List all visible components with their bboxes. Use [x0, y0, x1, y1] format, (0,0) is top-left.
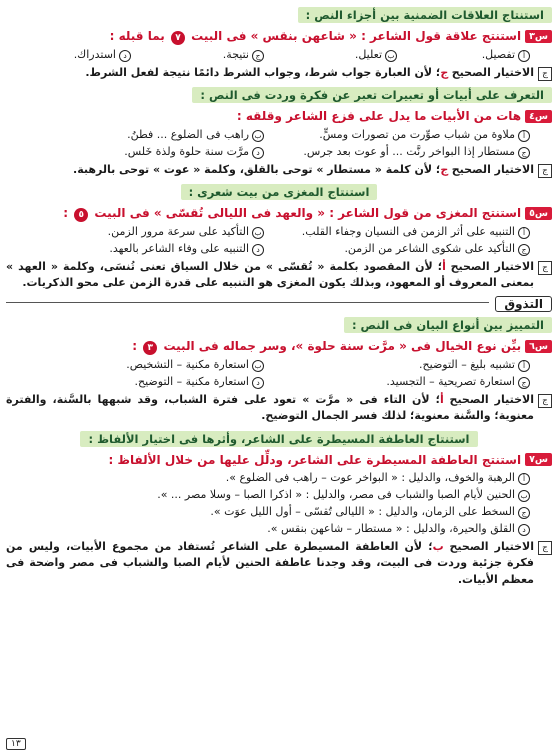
answer-text: [6, 539, 534, 589]
option-mark: ج: [518, 377, 530, 389]
option-b[interactable]: [6, 487, 530, 503]
option-mark: د: [252, 377, 264, 389]
section-tab-row: [6, 292, 552, 314]
option-text: نتيجة.: [222, 48, 249, 61]
option-text: التنبيه على أثر الزمن فى النسيان وجفاء القلب.: [301, 225, 515, 238]
option-text: تشبيه بليغ – التوضيح.: [419, 357, 515, 371]
answer-box-icon: ج: [538, 164, 552, 178]
option-c[interactable]: [6, 504, 530, 520]
option-text: التأكيد على شكوى الشاعر من الزمن.: [344, 241, 515, 255]
question-7: [6, 452, 552, 588]
section-heading-implicit-relations: [6, 4, 552, 25]
option-mark: د: [518, 524, 530, 536]
section-heading-label: استنتاج العاطفة المسيطرة على الشاعر، وأثرها فى اختيار الألفاظ :: [80, 431, 477, 447]
option-mark: د: [252, 147, 264, 159]
option-c[interactable]: [272, 374, 530, 390]
option-c[interactable]: [272, 241, 530, 257]
option-c[interactable]: [139, 47, 264, 63]
section-heading-emotion: [6, 428, 552, 449]
section-heading-label: استنتاج المغزى من بيت شعرى :: [181, 184, 378, 200]
answer-key: ج: [440, 162, 449, 176]
options-list: [6, 470, 552, 537]
option-text: استعارة تصريحية – التجسيد.: [386, 374, 515, 388]
answer-label: الاختيار الصحيح: [451, 65, 534, 79]
option-text: مرَّت سنة حلوة ولذة خَلس.: [124, 144, 249, 158]
section-heading-label: استنتاج العلاقات الضمنية بين أجزاء النص :: [298, 7, 552, 23]
answer-label: الاختيار الصحيح: [449, 392, 534, 406]
option-a[interactable]: [272, 224, 530, 240]
option-mark: ب: [518, 490, 530, 502]
answer-block: [6, 162, 552, 179]
option-mark: أ: [518, 473, 530, 485]
answer-block: [6, 259, 552, 292]
section-heading-moral: [6, 181, 552, 202]
answer-explanation: ؛ لأن كلمة « مستطار » توحى بالقلق، وكلمة « عوت » توحى بالرهبة.: [73, 162, 441, 176]
question-text-b: :: [132, 338, 138, 353]
answer-box-icon: ج: [538, 67, 552, 81]
question-badge: س٤: [525, 110, 552, 123]
question-text-a: استنتج المغزى من قول الشاعر : « والعهد فى الليالى تُقسّى » فى البيت: [94, 206, 522, 220]
question-3: [6, 28, 552, 81]
option-b[interactable]: [6, 224, 264, 240]
option-b[interactable]: [6, 357, 264, 373]
option-mark: ب: [385, 50, 397, 62]
option-text: تفصيل.: [481, 48, 515, 61]
option-a[interactable]: [272, 357, 530, 373]
option-text: التنبيه على وفاء الشاعر بالعهد.: [109, 241, 249, 255]
answer-box-icon: ج: [538, 394, 552, 408]
option-text: مستطار إذا البواخر رنَّت ... أو عوت بعد جرس.: [303, 144, 515, 158]
divider: [6, 302, 489, 303]
option-mark: أ: [518, 130, 530, 142]
option-d[interactable]: [6, 241, 264, 257]
answer-explanation: ؛ لأن المقصود بكلمة « تُقسّى » من خلال السياق تعنى تُنسَى، وكلمة « العهد » بمعنى المعروف أو المعهود، وبذلك يكون المغزى هو التنبيه على قدرة الزمن على محو الذكريات.: [6, 259, 534, 290]
answer-explanation: ؛ لأن التاء فى « مرَّت » تعود على فترة الشباب، وقد شبهها بالسَّنة، والفترة معنوية؛ والسَّنة معنوية؛ لذلك فسر الجمال التوضيح.: [6, 392, 534, 423]
question-text: [110, 28, 521, 45]
answer-key: ب: [432, 539, 444, 553]
answer-block: [6, 65, 552, 82]
option-d[interactable]: [6, 374, 264, 390]
option-mark: ج: [518, 147, 530, 159]
section-heading-label: التعرف على أبيات أو تعبيرات تعبر عن فكرة وردت فى النص :: [192, 87, 552, 103]
option-mark: أ: [518, 227, 530, 239]
section-tab-tadhawuq: التذوق: [495, 296, 552, 312]
answer-text: [6, 65, 534, 82]
question-text-a: استنتج علاقة قول الشاعر : « شاعهن بنقس » فى البيت: [191, 29, 522, 43]
answer-text: [6, 392, 534, 425]
verse-number: ٣: [143, 341, 157, 355]
answer-key: أ: [440, 392, 444, 406]
options-list: [6, 224, 552, 257]
answer-box-icon: ج: [538, 261, 552, 275]
option-text: تعليل.: [354, 48, 382, 61]
question-badge: س٧: [525, 453, 552, 466]
option-text: التأكيد على سرعة مرور الزمن.: [107, 225, 249, 238]
option-mark: أ: [518, 50, 530, 62]
option-mark: د: [252, 244, 264, 256]
options-list: [6, 47, 552, 63]
question-text-b: :: [63, 206, 69, 220]
question-text: [63, 205, 521, 222]
answer-label: الاختيار الصحيح: [449, 539, 535, 553]
answer-text: [6, 162, 534, 179]
answer-box-icon: ج: [538, 541, 552, 555]
option-mark: ب: [252, 227, 264, 239]
answer-block: [6, 392, 552, 425]
option-text: الحنين لأيام الصبا والشباب فى مصر، والدليل : « اذكرا الصبا – وسلا مصر ... ».: [157, 487, 515, 501]
section-heading-ideas: [6, 84, 552, 105]
options-list: [6, 127, 552, 160]
verse-number: ٥: [74, 208, 88, 222]
option-text: ملاوة من شباب صوِّرت من تصورات ومسٍّ.: [319, 127, 515, 141]
option-b[interactable]: [272, 47, 397, 63]
option-mark: ب: [252, 130, 264, 142]
question-text-b: بما قبله :: [109, 29, 165, 43]
option-text: الرهبة والخوف، والدليل : « البواخر عوت – راهب فى الضلوع ».: [225, 470, 515, 484]
answer-key: ج: [440, 65, 449, 79]
page-number: ١٣: [6, 738, 26, 750]
option-text: استعارة مكنية – التشخيص.: [126, 357, 249, 371]
option-text: السخط على الزمان، والدليل : « الليالى تُقسّى – أول الليل عوَت ».: [210, 504, 515, 518]
section-heading-label: التمييز بين أنواع البيان فى النص :: [344, 317, 552, 333]
section-heading-rhetoric: [6, 314, 552, 335]
option-text: القلق والحيرة، والدليل : « مستطار – شاعهن بنقس ».: [267, 521, 515, 535]
option-text: راهب فى الضلوع ... فطنُ.: [127, 127, 249, 141]
option-text: استعارة مكنية – التوضيح.: [134, 374, 249, 388]
answer-block: [6, 539, 552, 589]
answer-text: [6, 259, 534, 292]
question-6: [6, 338, 552, 425]
verse-number: ٧: [171, 31, 185, 45]
option-a[interactable]: [405, 47, 530, 63]
option-b[interactable]: [6, 127, 264, 143]
option-a[interactable]: [272, 127, 530, 143]
answer-explanation: ؛ لأن العاطفة المسيطرة على الشاعر تُستفاد من مجموع الأبيات، وليس من فكرة جزئية وردت فى البيت، وقد وجدنا عاطفة الحنين لأيام الصبا والشباب فى مصر واضحة فى معظم الأبيات.: [6, 539, 534, 586]
option-mark: أ: [518, 360, 530, 372]
option-d[interactable]: [6, 47, 131, 63]
page: [6, 4, 552, 748]
question-badge: س٥: [525, 207, 552, 220]
option-c[interactable]: [272, 144, 530, 160]
question-text: استنتج العاطفة المسيطرة على الشاعر، ودلِّل عليها من خلال الألفاظ :: [108, 452, 522, 467]
option-d[interactable]: [6, 144, 264, 160]
option-a[interactable]: [6, 470, 530, 486]
question-badge: س٣: [525, 30, 552, 43]
option-mark: ج: [518, 507, 530, 519]
option-d[interactable]: [6, 521, 530, 537]
option-mark: د: [119, 50, 131, 62]
answer-explanation: ؛ لأن العبارة جواب شرط، وجواب الشرط دائمًا نتيجة لفعل الشرط.: [85, 65, 441, 79]
options-list: [6, 357, 552, 390]
question-badge: س٦: [525, 340, 552, 353]
question-5: [6, 205, 552, 292]
question-text: [132, 338, 521, 355]
option-mark: ج: [252, 50, 264, 62]
answer-key: أ: [442, 259, 446, 273]
question-4: [6, 108, 552, 178]
option-text: استدراك.: [73, 48, 116, 61]
answer-label: الاختيار الصحيح: [450, 259, 534, 273]
option-mark: ب: [252, 360, 264, 372]
question-text: هات من الأبيات ما يدل على فزع الشاعر وقلقه :: [236, 109, 522, 124]
option-mark: ج: [518, 244, 530, 256]
question-text-a: بيِّن نوع الخيال فى « مرَّت سنة حلوة »، وسر جماله فى البيت: [163, 338, 522, 353]
answer-label: الاختيار الصحيح: [451, 162, 534, 176]
